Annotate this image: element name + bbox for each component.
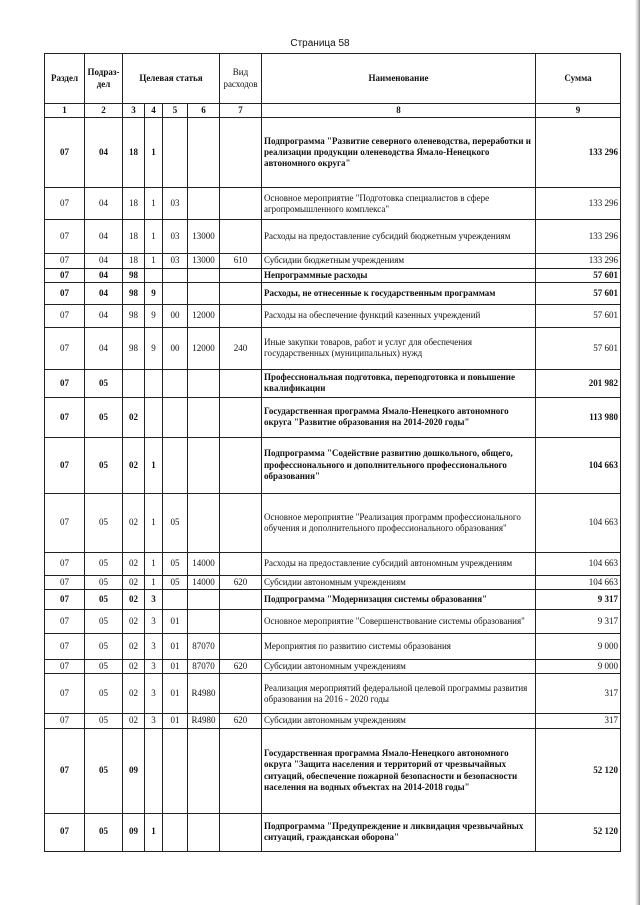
- expense-type-cell: 240: [220, 327, 262, 369]
- amount-cell: 57 601: [536, 304, 621, 327]
- program-code-cell: 02: [123, 590, 145, 610]
- podrazdel-cell: 05: [85, 634, 123, 660]
- table-row: [45, 118, 621, 188]
- col-index: 2: [85, 104, 123, 118]
- razdel-cell: 07: [45, 188, 85, 220]
- podrazdel-cell: 04: [85, 282, 123, 304]
- item-name-cell: Реализация мероприятий федеральной целевой программы развития образования на 2016 - 2020 годы: [262, 674, 536, 714]
- program-code-cell: 02: [123, 660, 145, 674]
- item-name-cell: Непрограммные расходы: [262, 268, 536, 282]
- program-code-cell: 02: [123, 714, 145, 728]
- table-row: [45, 327, 621, 369]
- amount-cell: 52 120: [536, 813, 621, 851]
- direction-code-cell: [188, 118, 220, 188]
- program-code-cell: 02: [123, 493, 145, 552]
- event-code-cell: [163, 813, 188, 851]
- podrazdel-cell: 04: [85, 304, 123, 327]
- razdel-cell: 07: [45, 397, 85, 437]
- amount-cell: 133 296: [536, 254, 621, 268]
- direction-code-cell: [188, 188, 220, 220]
- table-row: [45, 714, 621, 728]
- event-code-cell: 05: [163, 493, 188, 552]
- table-row: [45, 660, 621, 674]
- page-number: Страница 58: [290, 38, 350, 49]
- program-code-cell: 02: [123, 575, 145, 589]
- table-body: [45, 118, 621, 851]
- expense-type-cell: [220, 634, 262, 660]
- program-code-cell: 98: [123, 268, 145, 282]
- header-row: [45, 54, 621, 104]
- amount-cell: 57 601: [536, 282, 621, 304]
- event-code-cell: [163, 397, 188, 437]
- table-row: [45, 282, 621, 304]
- col-index: 9: [536, 104, 621, 118]
- table-row: [45, 590, 621, 610]
- subprogram-code-cell: [145, 369, 163, 397]
- table-row: [45, 674, 621, 714]
- razdel-cell: 07: [45, 220, 85, 254]
- header-naimenovanie: Наименование: [262, 54, 536, 104]
- table-row: [45, 188, 621, 220]
- podrazdel-cell: 05: [85, 493, 123, 552]
- podrazdel-cell: 04: [85, 327, 123, 369]
- item-name-cell: Расходы на предоставление субсидий автономным учреждениям: [262, 552, 536, 575]
- direction-code-cell: [188, 813, 220, 851]
- amount-cell: 104 663: [536, 552, 621, 575]
- expense-type-cell: [220, 813, 262, 851]
- podrazdel-cell: 04: [85, 254, 123, 268]
- subprogram-code-cell: 9: [145, 282, 163, 304]
- direction-code-cell: 87070: [188, 660, 220, 674]
- item-name-cell: Мероприятия по развитию системы образования: [262, 634, 536, 660]
- program-code-cell: 18: [123, 118, 145, 188]
- expense-type-cell: [220, 188, 262, 220]
- podrazdel-cell: 05: [85, 590, 123, 610]
- table-row: [45, 397, 621, 437]
- amount-cell: 317: [536, 674, 621, 714]
- amount-cell: 104 663: [536, 493, 621, 552]
- event-code-cell: 03: [163, 254, 188, 268]
- table-row: [45, 610, 621, 634]
- item-name-cell: Профессиональная подготовка, переподготовка и повышение квалификации: [262, 369, 536, 397]
- subprogram-code-cell: 1: [145, 188, 163, 220]
- amount-cell: 57 601: [536, 268, 621, 282]
- expense-type-cell: [220, 674, 262, 714]
- table-row: [45, 369, 621, 397]
- scan-edge-shadow: [635, 0, 640, 905]
- subprogram-code-cell: [145, 268, 163, 282]
- program-code-cell: 02: [123, 552, 145, 575]
- item-name-cell: Субсидии автономным учреждениям: [262, 575, 536, 589]
- event-code-cell: 03: [163, 188, 188, 220]
- item-name-cell: Расходы на обеспечение функций казенных учреждений: [262, 304, 536, 327]
- item-name-cell: Государственная программа Ямало-Ненецкого автономного округа "Развитие образования на 2014-2020 годы": [262, 397, 536, 437]
- amount-cell: 9 317: [536, 590, 621, 610]
- table-row: [45, 437, 621, 493]
- table-row: [45, 813, 621, 851]
- podrazdel-cell: 05: [85, 610, 123, 634]
- col-index: 1: [45, 104, 85, 118]
- item-name-cell: Иные закупки товаров, работ и услуг для обеспечения государственных (муниципальных) нужд: [262, 327, 536, 369]
- event-code-cell: [163, 282, 188, 304]
- program-code-cell: 98: [123, 282, 145, 304]
- subprogram-code-cell: 3: [145, 714, 163, 728]
- razdel-cell: 07: [45, 714, 85, 728]
- event-code-cell: [163, 590, 188, 610]
- expense-type-cell: 620: [220, 660, 262, 674]
- podrazdel-cell: 04: [85, 220, 123, 254]
- subprogram-code-cell: 3: [145, 590, 163, 610]
- event-code-cell: [163, 728, 188, 813]
- podrazdel-cell: 05: [85, 575, 123, 589]
- col-index: 4: [145, 104, 163, 118]
- program-code-cell: 18: [123, 254, 145, 268]
- amount-cell: 9 317: [536, 610, 621, 634]
- item-name-cell: Расходы на предоставление субсидий бюджетным учреждениям: [262, 220, 536, 254]
- subprogram-code-cell: 3: [145, 634, 163, 660]
- expense-type-cell: 620: [220, 714, 262, 728]
- table-row: [45, 634, 621, 660]
- subprogram-code-cell: 1: [145, 813, 163, 851]
- razdel-cell: 07: [45, 493, 85, 552]
- subprogram-code-cell: 1: [145, 118, 163, 188]
- direction-code-cell: R4980: [188, 714, 220, 728]
- subprogram-code-cell: 9: [145, 304, 163, 327]
- header-podrazdel: Подраз- дел: [85, 54, 123, 104]
- podrazdel-cell: 05: [85, 369, 123, 397]
- razdel-cell: 07: [45, 327, 85, 369]
- direction-code-cell: [188, 728, 220, 813]
- subprogram-code-cell: 1: [145, 220, 163, 254]
- razdel-cell: 07: [45, 118, 85, 188]
- amount-cell: 57 601: [536, 327, 621, 369]
- item-name-cell: Подпрограмма "Предупреждение и ликвидация чрезвычайных ситуаций, гражданская оборона": [262, 813, 536, 851]
- amount-cell: 133 296: [536, 220, 621, 254]
- expense-type-cell: [220, 304, 262, 327]
- item-name-cell: Основное мероприятие "Подготовка специалистов в сфере агропромышленного комплекса": [262, 188, 536, 220]
- direction-code-cell: 14000: [188, 575, 220, 589]
- col-index: 7: [220, 104, 262, 118]
- event-code-cell: 01: [163, 674, 188, 714]
- item-name-cell: Подпрограмма "Модернизация системы образования": [262, 590, 536, 610]
- expense-type-cell: 620: [220, 575, 262, 589]
- subprogram-code-cell: 3: [145, 610, 163, 634]
- amount-cell: 133 296: [536, 188, 621, 220]
- col-index: 8: [262, 104, 536, 118]
- event-code-cell: 01: [163, 660, 188, 674]
- podrazdel-cell: 04: [85, 118, 123, 188]
- table-row: [45, 493, 621, 552]
- subprogram-code-cell: 1: [145, 254, 163, 268]
- expense-type-cell: [220, 397, 262, 437]
- podrazdel-cell: 05: [85, 813, 123, 851]
- podrazdel-cell: 05: [85, 552, 123, 575]
- podrazdel-cell: 04: [85, 188, 123, 220]
- razdel-cell: 07: [45, 369, 85, 397]
- event-code-cell: 00: [163, 304, 188, 327]
- item-name-cell: Основное мероприятие "Совершенствование системы образования": [262, 610, 536, 634]
- program-code-cell: 02: [123, 634, 145, 660]
- program-code-cell: 18: [123, 188, 145, 220]
- direction-code-cell: [188, 268, 220, 282]
- amount-cell: 104 663: [536, 437, 621, 493]
- event-code-cell: [163, 268, 188, 282]
- program-code-cell: 02: [123, 674, 145, 714]
- table-row: [45, 728, 621, 813]
- table-row: [45, 268, 621, 282]
- subprogram-code-cell: 9: [145, 327, 163, 369]
- razdel-cell: 07: [45, 813, 85, 851]
- header-summa: Сумма: [536, 54, 621, 104]
- program-code-cell: [123, 369, 145, 397]
- header-razdel: Раздел: [45, 54, 85, 104]
- event-code-cell: [163, 437, 188, 493]
- amount-cell: 317: [536, 714, 621, 728]
- amount-cell: 52 120: [536, 728, 621, 813]
- podrazdel-cell: 05: [85, 437, 123, 493]
- item-name-cell: Субсидии бюджетным учреждениям: [262, 254, 536, 268]
- razdel-cell: 07: [45, 268, 85, 282]
- event-code-cell: [163, 118, 188, 188]
- item-name-cell: Государственная программа Ямало-Ненецкого автономного округа "Защита населения и территорий от чрезвычайных ситуаций, обеспечение пожарной безопасности и безопасности населения на водных объектах на 2014-2018 годы": [262, 728, 536, 813]
- direction-code-cell: 14000: [188, 552, 220, 575]
- subprogram-code-cell: 3: [145, 660, 163, 674]
- expense-type-cell: [220, 493, 262, 552]
- subprogram-code-cell: 1: [145, 575, 163, 589]
- table-row: [45, 552, 621, 575]
- razdel-cell: 07: [45, 575, 85, 589]
- table-row: [45, 575, 621, 589]
- program-code-cell: 09: [123, 813, 145, 851]
- event-code-cell: 00: [163, 327, 188, 369]
- expense-type-cell: 610: [220, 254, 262, 268]
- expense-type-cell: [220, 610, 262, 634]
- expense-type-cell: [220, 437, 262, 493]
- expense-type-cell: [220, 552, 262, 575]
- item-name-cell: Подпрограмма "Развитие северного оленеводства, переработки и реализации продукции оленеводства Ямало-Ненецкого автономного округа": [262, 118, 536, 188]
- expense-type-cell: [220, 282, 262, 304]
- direction-code-cell: [188, 437, 220, 493]
- direction-code-cell: 13000: [188, 220, 220, 254]
- table-row: [45, 254, 621, 268]
- razdel-cell: 07: [45, 437, 85, 493]
- podrazdel-cell: 04: [85, 268, 123, 282]
- event-code-cell: 05: [163, 552, 188, 575]
- direction-code-cell: [188, 590, 220, 610]
- razdel-cell: 07: [45, 590, 85, 610]
- expense-type-cell: [220, 220, 262, 254]
- razdel-cell: 07: [45, 634, 85, 660]
- podrazdel-cell: 05: [85, 674, 123, 714]
- direction-code-cell: 87070: [188, 634, 220, 660]
- table-row: [45, 304, 621, 327]
- subprogram-code-cell: [145, 728, 163, 813]
- subprogram-code-cell: 1: [145, 493, 163, 552]
- direction-code-cell: [188, 610, 220, 634]
- razdel-cell: 07: [45, 552, 85, 575]
- direction-code-cell: 12000: [188, 304, 220, 327]
- podrazdel-cell: 05: [85, 660, 123, 674]
- razdel-cell: 07: [45, 610, 85, 634]
- header-celevaya-statya: Целевая статья: [123, 54, 220, 104]
- direction-code-cell: [188, 397, 220, 437]
- direction-code-cell: 13000: [188, 254, 220, 268]
- direction-code-cell: [188, 282, 220, 304]
- col-index: 5: [163, 104, 188, 118]
- event-code-cell: 01: [163, 714, 188, 728]
- direction-code-cell: [188, 369, 220, 397]
- item-name-cell: Расходы, не отнесенные к государственным программам: [262, 282, 536, 304]
- podrazdel-cell: 05: [85, 397, 123, 437]
- expense-type-cell: [220, 268, 262, 282]
- podrazdel-cell: 05: [85, 728, 123, 813]
- direction-code-cell: [188, 493, 220, 552]
- program-code-cell: 02: [123, 437, 145, 493]
- amount-cell: 133 296: [536, 118, 621, 188]
- event-code-cell: [163, 369, 188, 397]
- col-index: 6: [188, 104, 220, 118]
- subprogram-code-cell: 1: [145, 552, 163, 575]
- program-code-cell: 02: [123, 397, 145, 437]
- table-row: [45, 220, 621, 254]
- direction-code-cell: R4980: [188, 674, 220, 714]
- expense-type-cell: [220, 118, 262, 188]
- budget-table: [44, 53, 621, 852]
- item-name-cell: Субсидии автономным учреждениям: [262, 660, 536, 674]
- subprogram-code-cell: 1: [145, 437, 163, 493]
- amount-cell: 201 982: [536, 369, 621, 397]
- item-name-cell: Подпрограмма "Содействие развитию дошкольного, общего, профессионального и дополнительного профессионального образования": [262, 437, 536, 493]
- column-index-row: [45, 104, 621, 118]
- program-code-cell: 18: [123, 220, 145, 254]
- razdel-cell: 07: [45, 728, 85, 813]
- amount-cell: 104 663: [536, 575, 621, 589]
- subprogram-code-cell: [145, 397, 163, 437]
- razdel-cell: 07: [45, 660, 85, 674]
- program-code-cell: 09: [123, 728, 145, 813]
- expense-type-cell: [220, 728, 262, 813]
- razdel-cell: 07: [45, 304, 85, 327]
- expense-type-cell: [220, 590, 262, 610]
- amount-cell: 9 000: [536, 634, 621, 660]
- event-code-cell: 03: [163, 220, 188, 254]
- event-code-cell: 01: [163, 610, 188, 634]
- program-code-cell: 98: [123, 327, 145, 369]
- direction-code-cell: 12000: [188, 327, 220, 369]
- program-code-cell: 98: [123, 304, 145, 327]
- razdel-cell: 07: [45, 282, 85, 304]
- program-code-cell: 02: [123, 610, 145, 634]
- amount-cell: 9 000: [536, 660, 621, 674]
- header-vid-rashodov: Вид расходов: [220, 54, 262, 104]
- event-code-cell: 05: [163, 575, 188, 589]
- expense-type-cell: [220, 369, 262, 397]
- amount-cell: 113 980: [536, 397, 621, 437]
- podrazdel-cell: 05: [85, 714, 123, 728]
- event-code-cell: 01: [163, 634, 188, 660]
- col-index: 3: [123, 104, 145, 118]
- subprogram-code-cell: 3: [145, 674, 163, 714]
- razdel-cell: 07: [45, 254, 85, 268]
- razdel-cell: 07: [45, 674, 85, 714]
- item-name-cell: Субсидии автономным учреждениям: [262, 714, 536, 728]
- item-name-cell: Основное мероприятие "Реализация программ профессионального обучения и дополнительного профессионального образования": [262, 493, 536, 552]
